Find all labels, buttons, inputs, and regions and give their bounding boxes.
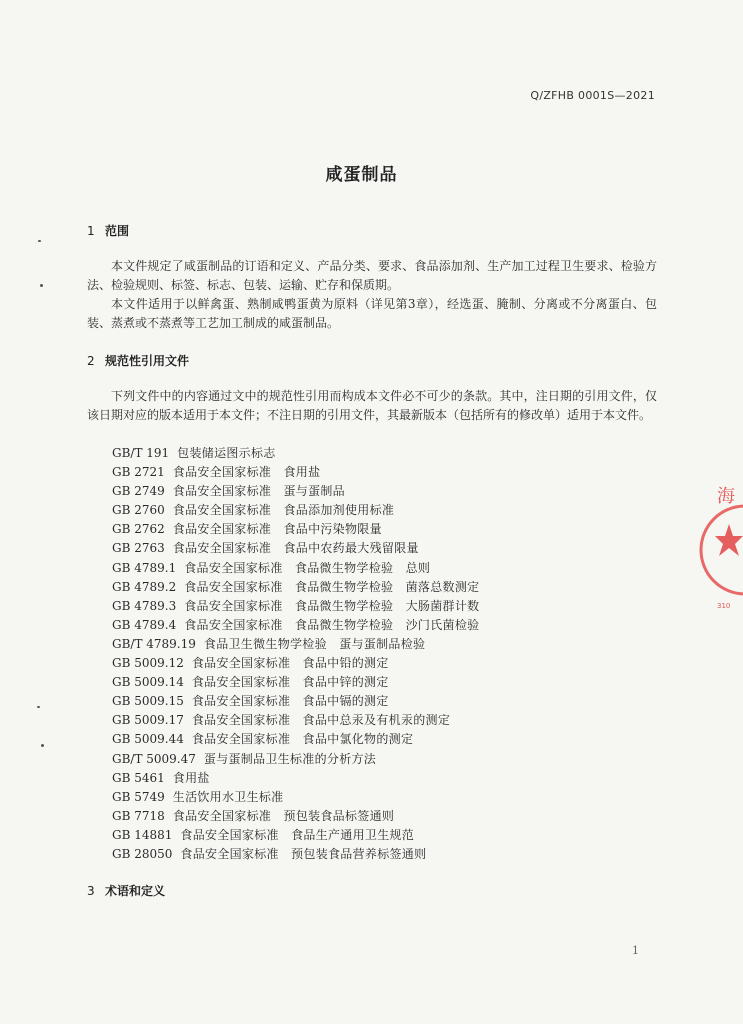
reference-item: [112, 769, 479, 788]
reference-code: GB 5009.44: [112, 732, 184, 747]
section-title: 规范性引用文件: [105, 354, 190, 368]
reference-code: GB 2762: [112, 522, 165, 537]
reference-title: 食品卫生微生物学检验 蛋与蛋制品检验: [203, 636, 426, 651]
reference-list: [112, 444, 479, 864]
scan-speck: [37, 706, 40, 708]
reference-code: GB/T 191: [112, 446, 170, 460]
reference-title: 食品安全国家标准 预包装食品标签通则: [172, 808, 395, 823]
section-number: 2: [87, 354, 95, 368]
reference-code: GB 5749: [112, 789, 165, 804]
reference-item: [112, 616, 479, 635]
reference-item: [112, 635, 479, 654]
reference-title: 食品安全国家标准 食品添加剂使用标准: [172, 503, 395, 518]
reference-code: GB 5009.15: [112, 694, 184, 709]
reference-item: [112, 711, 479, 730]
reference-item: [112, 692, 479, 711]
reference-code: GB 5009.17: [112, 713, 184, 728]
document-code: Q/ZFHB 0001S—2021: [530, 89, 655, 102]
reference-code: GB 14881: [112, 827, 173, 842]
reference-title: 食品安全国家标准 食品中铅的测定: [191, 656, 389, 671]
reference-title: 食用盐: [172, 770, 210, 785]
seal-digits: 310: [717, 602, 731, 610]
reference-item: [112, 559, 479, 578]
reference-title: 食品安全国家标准 食品微生物学检验 总则: [184, 560, 431, 575]
reference-title: 食品安全国家标准 食用盐: [172, 465, 321, 480]
section-1-paragraph-2: 本文件适用于以鲜禽蛋、熟制咸鸭蛋黄为原料（详见第3章），经选蛋、腌制、分离或不分离蛋白、包装、蒸煮或不蒸煮等工艺加工制成的咸蛋制品。: [87, 297, 657, 330]
reference-title: 食品安全国家标准 食品微生物学检验 菌落总数测定: [184, 579, 480, 594]
section-number: 3: [87, 884, 95, 898]
reference-title: 食品安全国家标准 食品中总汞及有机汞的测定: [191, 713, 451, 728]
section-2-paragraph-1: 下列文件中的内容通过文中的规范性引用而构成本文件必不可少的条款。其中，注日期的引用文件，仅该日期对应的版本适用于本文件；不注日期的引用文件，其最新版本（包括所有的修改单）适用于本文件。: [87, 389, 657, 422]
reference-item: [112, 539, 479, 558]
reference-code: GB 2760: [112, 503, 165, 518]
reference-item: [112, 750, 479, 769]
reference-code: GB 7718: [112, 808, 165, 823]
reference-item: [112, 673, 479, 692]
scan-speck: [41, 744, 44, 747]
reference-title: 蛋与蛋制品卫生标准的分析方法: [203, 751, 377, 766]
reference-title: 生活饮用水卫生标准: [172, 789, 284, 804]
seal-character: 海: [717, 486, 735, 507]
reference-code: GB 5009.12: [112, 656, 184, 671]
reference-title: 食品安全国家标准 蛋与蛋制品: [172, 484, 345, 499]
reference-item: [112, 654, 479, 673]
seal-star-icon: [715, 524, 743, 556]
reference-item: [112, 788, 479, 807]
reference-code: GB 2763: [112, 541, 165, 556]
reference-title: 食品安全国家标准 食品微生物学检验 大肠菌群计数: [184, 598, 480, 613]
reference-code: GB 4789.1: [112, 560, 177, 575]
reference-item: [112, 845, 479, 864]
reference-title: 食品安全国家标准 食品中镉的测定: [191, 694, 389, 709]
document-title: 咸蛋制品: [325, 165, 398, 185]
reference-item: [112, 482, 479, 501]
reference-code: GB 5461: [112, 770, 165, 785]
scan-speck: [38, 240, 41, 242]
reference-title: 食品安全国家标准 食品微生物学检验 沙门氏菌检验: [184, 617, 480, 632]
section-3-heading: [87, 882, 165, 899]
reference-item: [112, 578, 479, 597]
reference-title: 食品安全国家标准 食品生产通用卫生规范: [180, 827, 415, 842]
reference-item: [112, 463, 479, 482]
reference-title: 食品安全国家标准 食品中氯化物的测定: [191, 732, 414, 747]
reference-title: 包装储运图示标志: [177, 446, 276, 460]
reference-item: [112, 501, 479, 520]
section-2-heading: [87, 352, 189, 369]
reference-code: GB 4789.2: [112, 579, 177, 594]
scan-speck: [40, 284, 43, 287]
page-number: 1: [632, 944, 639, 957]
reference-code: GB 2721: [112, 465, 165, 480]
red-seal-stamp: [699, 460, 743, 640]
reference-item: [112, 444, 479, 463]
reference-code: GB 5009.14: [112, 675, 184, 690]
section-title: 范围: [105, 224, 130, 238]
section-1-paragraph-1: 本文件规定了咸蛋制品的订语和定义、产品分类、要求、食品添加剂、生产加工过程卫生要求、检验方法、检验规则、标签、标志、包装、运输、贮存和保质期。: [87, 259, 657, 292]
reference-item: [112, 597, 479, 616]
reference-code: GB 2749: [112, 484, 165, 499]
reference-code: GB/T 4789.19: [112, 636, 196, 651]
section-title: 术语和定义: [105, 884, 166, 898]
reference-code: GB 4789.4: [112, 617, 177, 632]
reference-item: [112, 520, 479, 539]
reference-code: GB/T 5009.47: [112, 751, 196, 766]
reference-title: 食品安全国家标准 食品中污染物限量: [172, 522, 382, 537]
section-number: 1: [87, 224, 95, 238]
reference-code: GB 28050: [112, 846, 173, 861]
reference-item: [112, 826, 479, 845]
section-1-heading: [87, 222, 129, 239]
reference-item: [112, 730, 479, 749]
reference-item: [112, 807, 479, 826]
reference-title: 食品安全国家标准 食品中锌的测定: [191, 675, 389, 690]
reference-title: 食品安全国家标准 食品中农药最大残留限量: [172, 541, 419, 556]
reference-title: 食品安全国家标准 预包装食品营养标签通则: [180, 846, 427, 861]
reference-code: GB 4789.3: [112, 598, 177, 613]
